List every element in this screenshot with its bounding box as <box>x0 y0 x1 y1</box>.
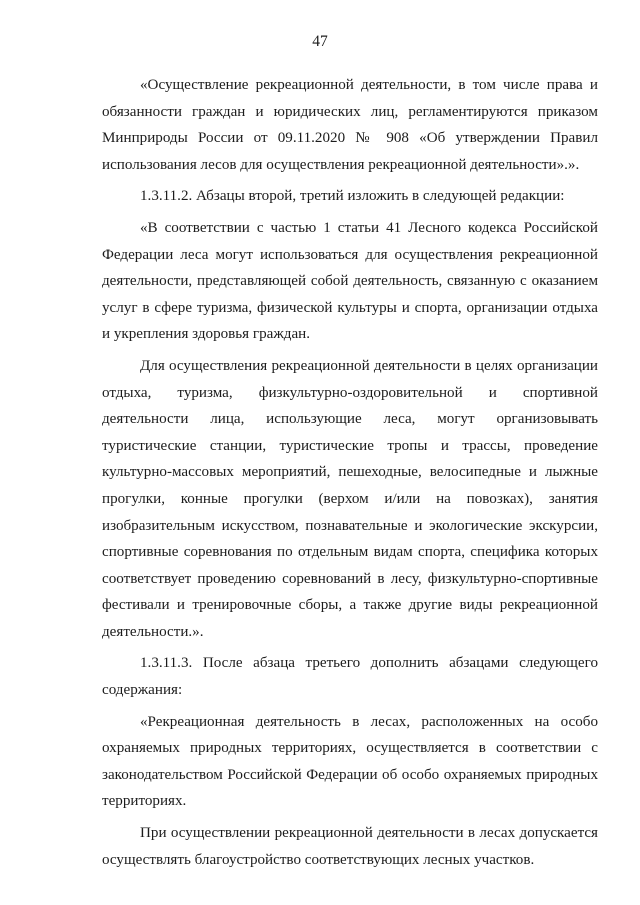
paragraph-5: 1.3.11.3. После абзаца третьего дополнить абзацами следующего содержания: <box>102 655 598 699</box>
paragraph-6: «Рекреационная деятельность в лесах, расположенных на особо охраняемых природных территориях, осуществляется в соответствии с законодательством Российской Федерации об особо охраняемых природных территориях. <box>102 713 598 810</box>
paragraph-3: «В соответствии с частью 1 статьи 41 Лесного кодекса Российской Федерации леса могут использоваться для осуществления рекреационной деятельности, представляющей собой деятельность, связанную с оказанием услуг в сфере туризма, физической культуры и спорта, организации отдыха и укрепления здоровья граждан. <box>102 219 598 343</box>
paragraph-1: «Осуществление рекреационной деятельности, в том числе права и обязанности граждан и юридических лиц, регламентируются приказом Минприроды России от 09.11.2020 № 908 «Об утверждении Правил использования лесов для осуществления рекреационной деятельности».». <box>102 77 598 173</box>
page-number: 47 <box>312 33 328 50</box>
paragraph-2: 1.3.11.2. Абзацы второй, третий изложить в следующей редакции: <box>140 188 565 205</box>
paragraph-4: Для осуществления рекреационной деятельности в целях организации отдыха, туризма, физкультурно-оздоровительной и спортивной деятельности лица, использующие леса, могут организовывать туристические станции, туристические тропы и трассы, проведение культурно-массовых мероприятий, пешеходные, велосипедные и лыжные прогулки, конные прогулки (верхом и/или на повозках), занятия изобразительным искусством, познавательные и экологические экскурсии, спортивные соревнования по отдельным видам спорта, специфика которых соответствует проведению соревнований в лесу, физкультурно-спортивные фестивали и тренировочные сборы, а также другие виды рекреационной деятельности.». <box>102 357 598 640</box>
document-body <box>102 72 598 873</box>
paragraph-7: При осуществлении рекреационной деятельности в лесах допускается осуществлять благоустройство соответствующих лесных участков. <box>102 825 598 868</box>
